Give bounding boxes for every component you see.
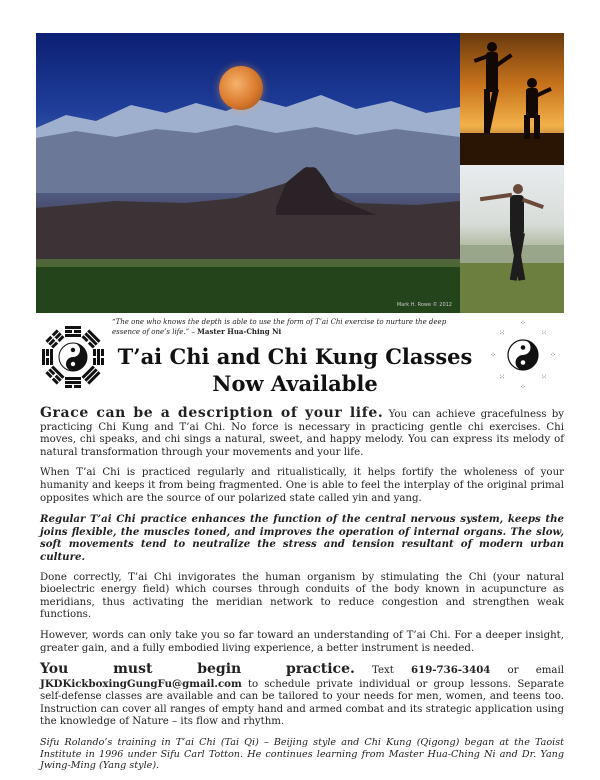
paragraph-meridians: Done correctly, T’ai Chi invigorates the human organism by stimulating the Chi (your natural bioelectric energy field) which courses through conduits of the body known in acupuncture as meridians, thus activating the meridian network to reduce congestion and strengthen weak functions.: [40, 571, 564, 621]
grace-text: You can achieve gracefulness by practicing Chi Kung and T’ai Chi. No force is necessary in practicing gentle chi exercises. Chi moves, chi speaks, and chi sings a natural, sweet, and happy melody. You can express its melody of natural transformation through your movements and your life.: [40, 409, 564, 458]
photo-credit: Mark H. Rowe © 2012: [396, 302, 452, 308]
master-quote: [112, 318, 472, 337]
bagua-yin-yang-icon: [40, 324, 106, 390]
paragraph-wholeness: When T’ai Chi is practiced regularly and ritualistically, it helps fortify the wholeness of your humanity and keeps it from being fragmented. One is able to feel the interplay of the original primal opposites which are the source of our polarized state called yin and yang.: [40, 467, 564, 504]
phone-number[interactable]: 619-736-3404: [411, 664, 491, 677]
sunset-taichi-photo: [460, 33, 564, 165]
svg-text:⁘: ⁘: [550, 351, 556, 359]
practitioner-silhouette-left: [474, 42, 513, 133]
paragraph-understanding: However, words can only take you so far toward an understanding of T’ai Chi. For a deeper insight, greater gain, and a fully embodied living experience, a better instrument is needed.: [40, 629, 564, 654]
ground-silhouette: [460, 133, 564, 165]
body-text: [40, 407, 564, 780]
email-address[interactable]: JKDKickboxingGungFu@gmail.com: [40, 677, 242, 690]
contact-text-1: Text: [354, 665, 412, 677]
page-title: [110, 343, 480, 397]
svg-text:⁘: ⁘: [520, 319, 526, 327]
svg-text:⁙: ⁙: [541, 329, 547, 337]
svg-text:⁙: ⁙: [499, 373, 505, 381]
park-trees: [460, 245, 564, 263]
contact-text-2: or email: [490, 665, 564, 677]
instructor-bio: Sifu Rolando’s training in T’ai Chi (Tai Qi) – Beijing style and Chi Kung (Qigong) began at the Taoist Institute in 1996 under Sifu Carl Totton. He continues learning from Master Hua-Ching Ni and Dr. Yang Jwing-Ming (Yang style).: [40, 737, 564, 772]
moon: [219, 66, 263, 110]
paragraph-benefits: Regular T’ai Chi practice enhances the function of the central nervous system, keeps the joins flexible, the muscles toned, and improves the operation of internal organs. The slow, soft movements tend to neutralize the stress and tension resultant of modern urban culture.: [40, 513, 564, 563]
begin-practice-lead: You must begin practice.: [40, 661, 355, 678]
svg-text:⁘: ⁘: [490, 351, 496, 359]
grass-highlight: [36, 259, 460, 267]
silhouettes: [460, 33, 564, 165]
grace-lead: Grace can be a description of your life.: [40, 405, 384, 421]
svg-text:⁙: ⁙: [499, 329, 505, 337]
title-line-2: Now Available: [212, 371, 378, 396]
title-line-1: T’ai Chi and Chi Kung Classes: [117, 344, 473, 369]
paragraph-contact: [40, 663, 564, 729]
mountain-foothills: [36, 125, 460, 193]
contact-text-3: to schedule private individual or group lessons. Separate self-defense classes are available and can be tailored to your needs for men, women, and teens too. Instruction can cover all ranges of empty hand and armed combat and its strategic application using the knowledge of Nature – its flow and rhythm.: [40, 678, 564, 728]
park-scene: [460, 165, 564, 313]
quote-text: “The one who knows the depth is able to use the form of T’ai Chi exercise to nurture the deep essence of one’s life.” –: [112, 318, 447, 336]
practitioner-silhouette-right: [524, 78, 552, 139]
park-taichi-photo: [460, 165, 564, 313]
svg-text:⁘: ⁘: [520, 383, 526, 391]
moonrise-landscape-photo: [36, 33, 460, 313]
svg-text:⁙: ⁙: [541, 373, 547, 381]
quote-author: Master Hua-Ching Ni: [197, 327, 282, 336]
paragraph-grace: [40, 407, 564, 459]
calligraphy-yin-yang-icon: [484, 316, 562, 394]
